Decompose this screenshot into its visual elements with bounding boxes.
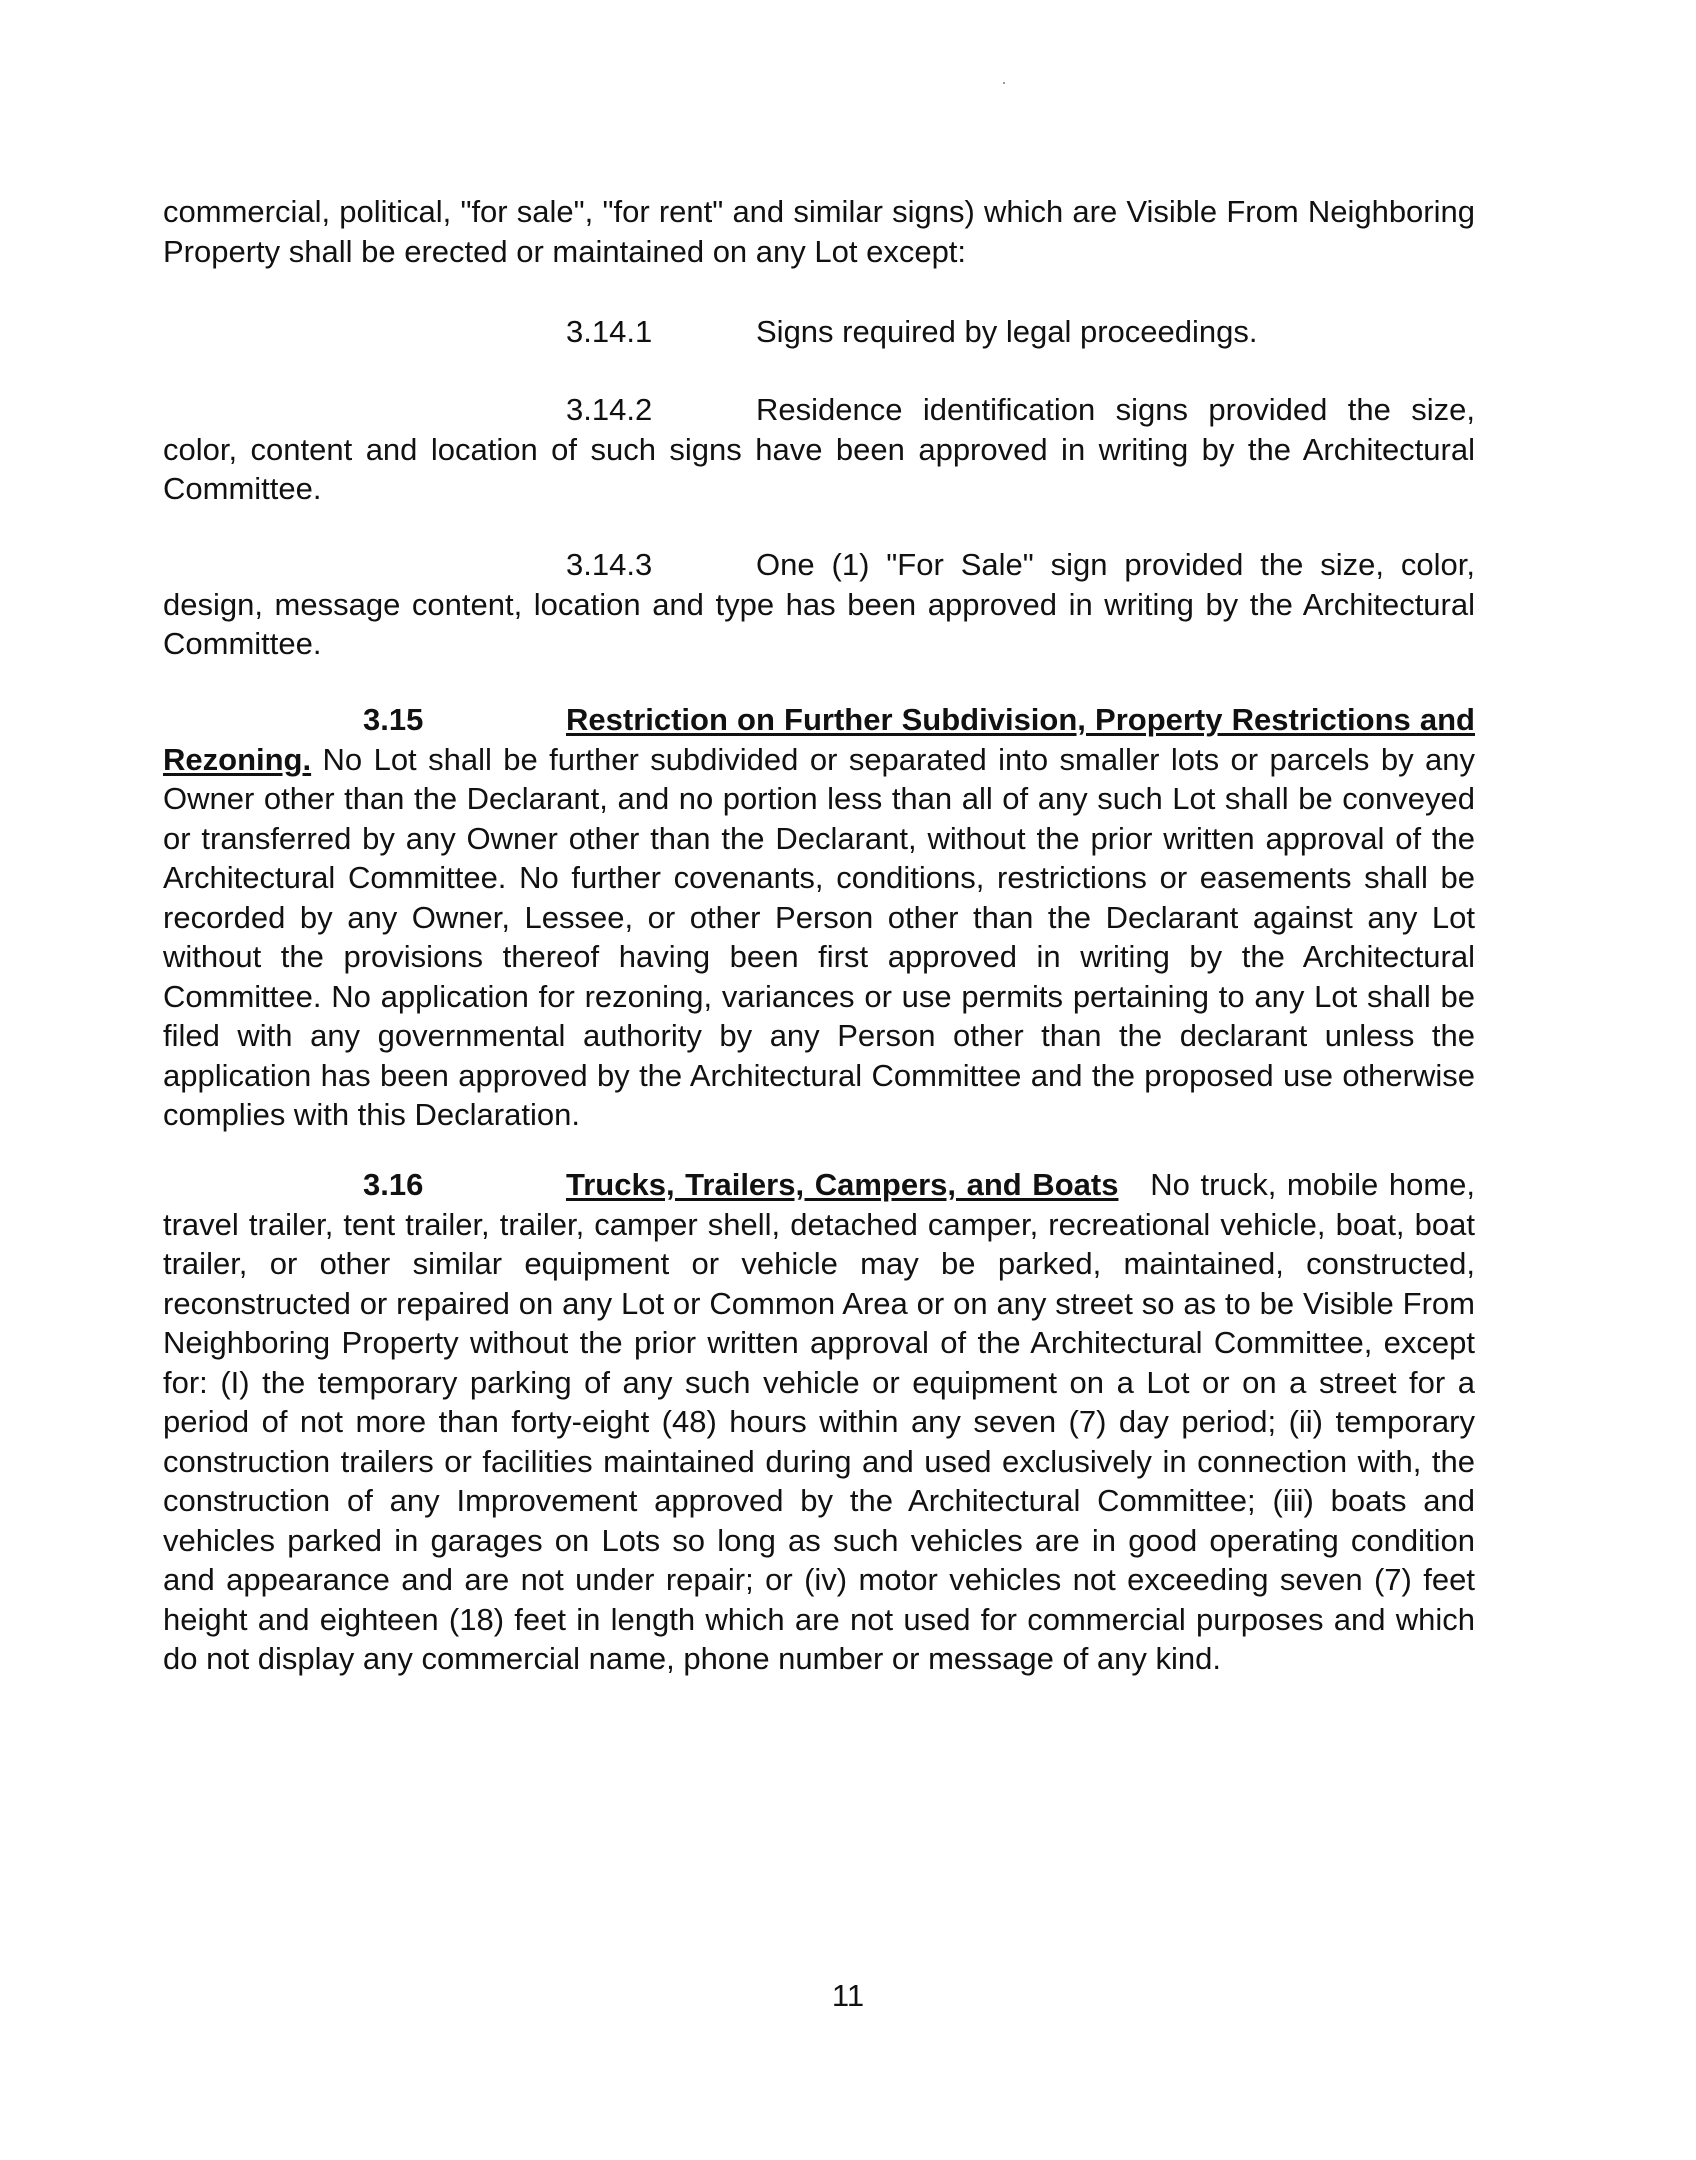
subsection-3-14-1 — [163, 312, 1475, 352]
subsection-text: Residence identification signs provided the size, color, content and location of such signs have been approved in writing by the Architectural Committee. — [163, 392, 1475, 506]
section-title: Trucks, Trailers, Campers, and Boats — [566, 1167, 1119, 1202]
section-title: Restriction on Further Subdivision, Property Restrictions and Rezoning. — [163, 702, 1475, 777]
page-number: 11 — [831, 1978, 865, 2013]
section-number: 3.15 — [363, 702, 424, 737]
scan-speck — [1003, 82, 1005, 84]
section-text: No Lot shall be further subdivided or separated into smaller lots or parcels by any Owner other than the Declarant, and no portion less than all of any such Lot shall be conveyed or transferred by any Owner other than the Declarant, without the prior written approval of the Architectural Committee. No further covenants, conditions, restrictions or easements shall be recorded by any Owner, Lessee, or other Person other than the Declarant against any Lot without the provisions thereof having been first approved in writing by the Architectural Committee. No application for rezoning, variances or use permits pertaining to any Lot shall be filed with any governmental authority by any Person other than the declarant unless the application has been approved by the Architectural Committee and the proposed use otherwise complies with this Declaration. — [163, 741, 1475, 1132]
intro-paragraph: commercial, political, "for sale", "for rent" and similar signs) which are Visible From Neighboring Property shall be erected or maintained on any Lot except: — [163, 194, 1475, 269]
subsection-number: 3.14.2 — [566, 392, 653, 427]
section-3-15 — [163, 700, 1475, 1135]
section-text: No truck, mobile home, travel trailer, tent trailer, trailer, camper shell, detached camper, recreational vehicle, boat, boat trailer, or other similar equipment or vehicle may be parked, maintained, constructed, reconstructed or repaired on any Lot or Common Area or on any street so as to be Visible From Neighboring Property without the prior written approval of the Architectural Committee, except for: (I) the temporary parking of any such vehicle or equipment on a Lot or on a street for a period of not more than forty-eight (48) hours within any seven (7) day period; (ii) temporary construction trailers or facilities maintained during and used exclusively in connection with, the construction of any Improvement approved by the Architectural Committee; (iii) boats and vehicles parked in garages on Lots so long as such vehicles are in good operating condition and appearance and are not under repair; or (iv) motor vehicles not exceeding seven (7) feet height and eighteen (18) feet in length which are not used for commercial purposes and which do not display any commercial name, phone number or message of any kind. — [163, 1167, 1476, 1676]
subsection-3-14-2 — [163, 390, 1475, 509]
subsection-number: 3.14.3 — [566, 547, 653, 582]
section-number: 3.16 — [363, 1167, 424, 1202]
subsection-text: One (1) "For Sale" sign provided the size, color, design, message content, location and type has been approved in writing by the Architectural Committee. — [163, 547, 1475, 661]
subsection-3-14-3 — [163, 545, 1475, 664]
subsection-number: 3.14.1 — [566, 314, 653, 349]
section-3-16 — [163, 1165, 1475, 1679]
subsection-text: Signs required by legal proceedings. — [756, 314, 1258, 349]
